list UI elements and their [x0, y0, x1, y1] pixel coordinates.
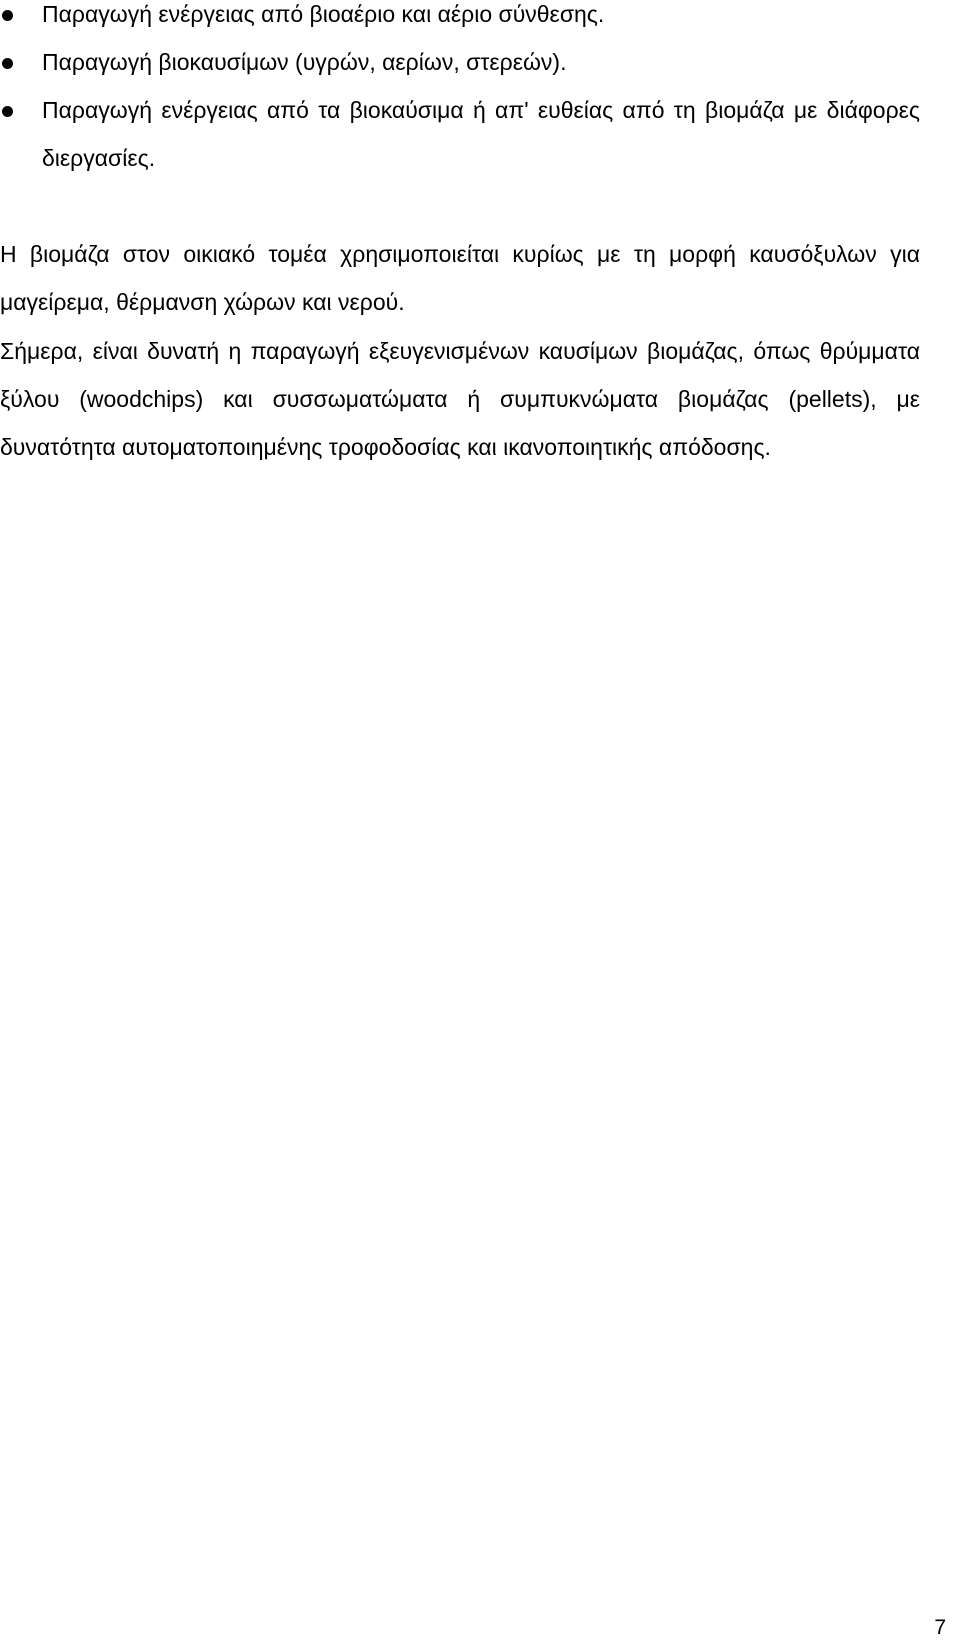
bullet-list: [0, 0, 920, 182]
bullet-icon: [2, 106, 13, 117]
list-item: [0, 38, 920, 86]
paragraph-refined-fuels: Σήμερα, είναι δυνατή η παραγωγή εξευγενισμένων καυσίμων βιομάζας, όπως θρύμματα ξύλου (woodchips) και συσσωματώματα ή συμπυκνώματα βιομάζας (pellets), με δυνατότητα αυτοματοποιημένης τροφοδοσίας και ικανοποιητικής απόδοσης.: [0, 338, 920, 460]
bullet-icon: [2, 58, 13, 69]
bullet-icon: [2, 10, 13, 21]
page-number: 7: [934, 1616, 946, 1639]
list-item: [0, 86, 920, 182]
bullet-text: Παραγωγή ενέργειας από τα βιοκαύσιμα ή απ' ευθείας από τη βιομάζα με διάφορες διεργασίες.: [42, 97, 920, 171]
paragraph-household-use: Η βιομάζα στον οικιακό τομέα χρησιμοποιείται κυρίως με τη μορφή καυσόξυλων για μαγείρεμα, θέρμανση χώρων και νερού.: [0, 241, 920, 315]
bullet-text: Παραγωγή βιοκαυσίμων (υγρών, αερίων, στερεών).: [42, 49, 567, 75]
list-item: [0, 0, 920, 38]
bullet-text: Παραγωγή ενέργειας από βιοαέριο και αέριο σύνθεσης.: [42, 1, 605, 27]
